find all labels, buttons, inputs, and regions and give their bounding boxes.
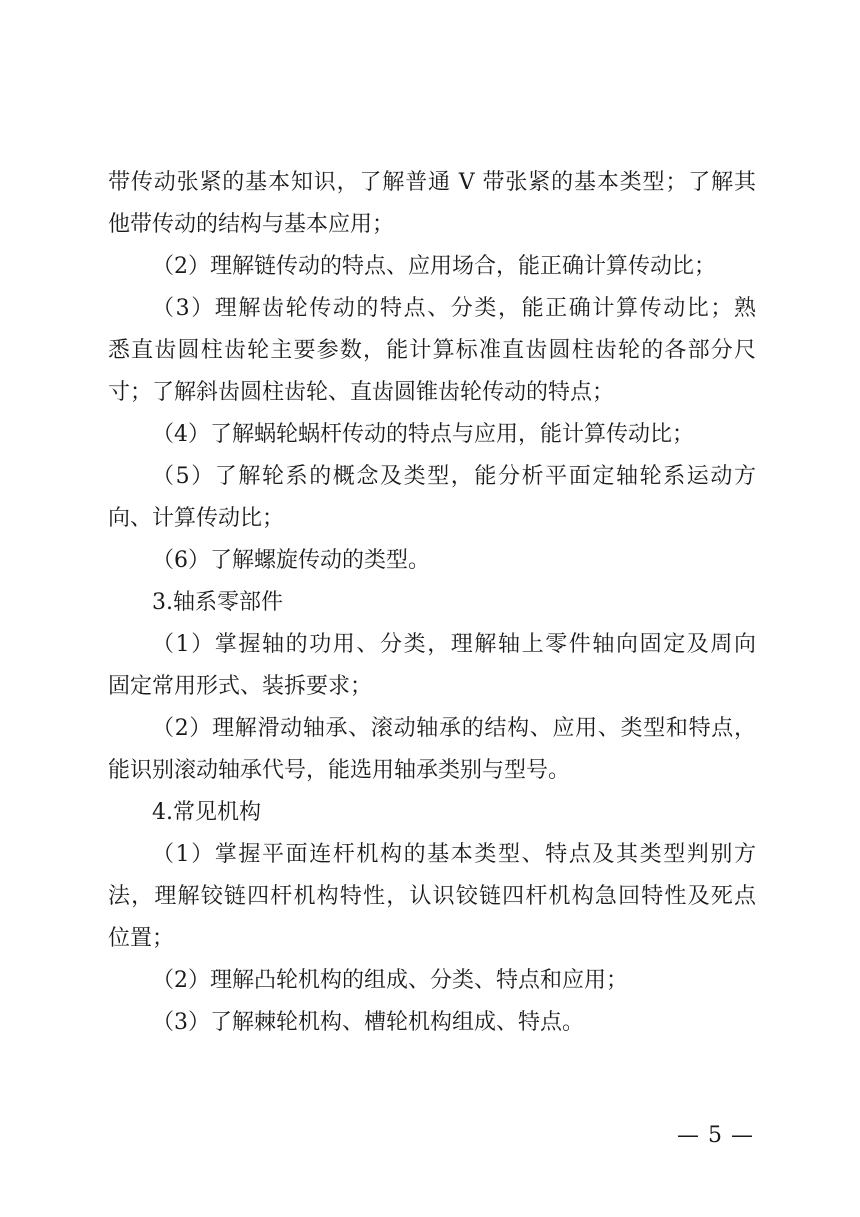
text-line: （1）掌握平面连杆机构的基本类型、特点及其类型判别方 <box>152 842 756 867</box>
text-line: 向、计算传动比； <box>108 506 285 531</box>
text-line: 带传动张紧的基本知识，了解普通 V 带张紧的基本类型；了解其 <box>108 170 756 195</box>
text-line: 能识别滚动轴承代号，能选用轴承类别与型号。 <box>108 758 571 783</box>
section-heading: 4.常见机构 <box>152 800 261 825</box>
text-line: 寸；了解斜齿圆柱齿轮、直齿圆锥齿轮传动的特点； <box>108 380 615 405</box>
text-line: （4）了解蜗轮蜗杆传动的特点与应用，能计算传动比； <box>152 422 694 447</box>
text-line: 他带传动的结构与基本应用； <box>108 212 395 237</box>
section-heading: 3.轴系零部件 <box>152 590 283 615</box>
text-line: （2）理解凸轮机构的组成、分类、特点和应用； <box>152 968 628 993</box>
text-line: 位置； <box>108 926 175 951</box>
text-line: （1）掌握轴的功用、分类，理解轴上零件轴向固定及周向 <box>152 632 756 657</box>
text-line: 悉直齿圆柱齿轮主要参数，能计算标准直齿圆柱齿轮的各部分尺 <box>108 338 756 363</box>
text-line: （3）理解齿轮传动的特点、分类，能正确计算传动比；熟 <box>152 296 756 321</box>
text-line: （3）了解棘轮机构、槽轮机构组成、特点。 <box>152 1010 584 1035</box>
text-line: （2）理解滑动轴承、滚动轴承的结构、应用、类型和特点， <box>152 716 756 741</box>
text-line: 法，理解铰链四杆机构特性，认识铰链四杆机构急回特性及死点 <box>108 884 756 909</box>
text-line: （2）理解链传动的特点、应用场合，能正确计算传动比； <box>152 254 716 279</box>
document-body <box>108 162 756 1044</box>
page-number: — 5 — <box>677 1123 754 1148</box>
text-line: （6）了解螺旋传动的类型。 <box>152 548 430 573</box>
text-line: 固定常用形式、装拆要求； <box>108 674 373 699</box>
text-line: （5）了解轮系的概念及类型，能分析平面定轴轮系运动方 <box>152 464 756 489</box>
